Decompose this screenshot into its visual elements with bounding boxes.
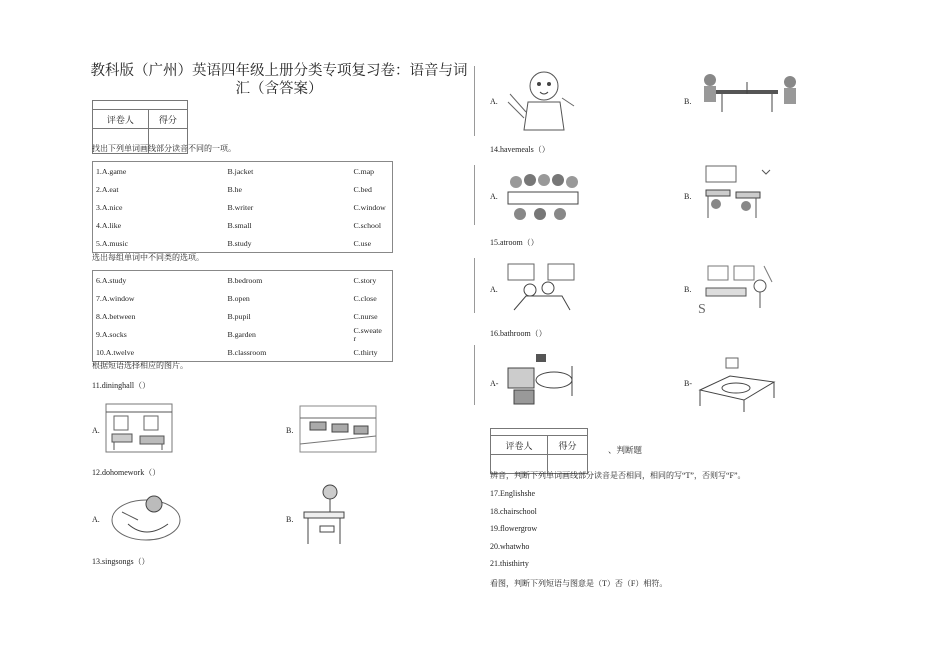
section1-instruction: 找出下列单词画线部分读音不同的一项。: [92, 144, 236, 153]
q16-picture-a: [502, 350, 582, 410]
table-cell: 4.A.like: [96, 220, 122, 230]
question-17: 17.Englishshe: [490, 489, 536, 498]
table-cell: C.bed: [353, 184, 372, 194]
table-cell: C.map: [353, 166, 375, 176]
section3-instruction: 根据短语选择相应的图片。: [92, 361, 188, 370]
question-12: 12.dohomework（）: [92, 468, 161, 477]
wrapped-text: r: [353, 333, 357, 343]
q13-picture-b: [694, 70, 802, 114]
question-20: 20.whatwho: [490, 542, 530, 551]
judge-section-title: 、判断题: [608, 445, 643, 455]
q14-option-b-label: B.: [684, 192, 692, 201]
q11-option-b-label: B.: [286, 426, 294, 435]
q12-option-a-label: A.: [92, 515, 100, 524]
table-cell: C.thirty: [353, 347, 378, 357]
table-cell: C.nurse: [353, 311, 378, 321]
score-2-header-score: 得分: [548, 436, 588, 455]
section2-instruction: 选出每组单词中不同类的选项。: [92, 253, 204, 262]
phonics-table: [92, 161, 393, 253]
q15-option-b-label: B.: [684, 285, 692, 294]
table-cell: 9.A.socks: [96, 329, 127, 339]
table-row: [93, 307, 393, 325]
q16-option-b-label: B-: [684, 379, 692, 388]
title-line-1: 教科版（广州）英语四年级上册分类专项复习卷：语音与词: [90, 63, 468, 79]
table-row: [93, 198, 393, 216]
table-cell: B.jacket: [227, 166, 254, 176]
q12-option-b-label: B.: [286, 515, 294, 524]
table-cell: B.pupil: [227, 311, 251, 321]
table-cell: 10.A.twelve: [96, 347, 135, 357]
q15-option-a-label: A.: [490, 285, 498, 294]
score-2-header-grader: 评卷人: [491, 436, 548, 455]
question-21: 21.thisthirty: [490, 559, 529, 568]
column-divider-mid: [474, 165, 475, 225]
column-divider-top: [474, 66, 475, 136]
table-cell: C.window: [353, 202, 386, 212]
table-cell: B.study: [227, 238, 252, 248]
table-cell: 8.A.between: [96, 311, 136, 321]
last-instruction: 看图，判断下列短语与图意是（T）否（F）相符。: [490, 579, 668, 588]
q13-picture-a: [504, 68, 578, 134]
q14-picture-b: [696, 162, 776, 222]
table-cell: 3.A.nice: [96, 202, 123, 212]
table-row: [93, 271, 393, 290]
q14-picture-a: [502, 168, 582, 224]
q12-picture-a: [108, 490, 184, 544]
q12-picture-b: [298, 482, 348, 548]
judge-instruction: 辨音，判断下列单词画线部分读音是否相同，相同的写“T”，否则写“F”。: [490, 471, 746, 480]
stray-letter: S: [698, 302, 706, 317]
table-cell: 1.A.game: [96, 166, 127, 176]
q11-picture-b: [298, 404, 378, 454]
q15-picture-a: [504, 260, 580, 314]
q13-option-a-label: A.: [490, 97, 498, 106]
question-18: 18.chairschool: [490, 507, 537, 516]
table-row: [93, 325, 393, 343]
table-cell: C.sweate r: [351, 325, 393, 343]
table-cell: C.story: [353, 275, 377, 285]
q14-option-a-label: A.: [490, 192, 498, 201]
table-row: [93, 162, 393, 181]
score-box-2: [490, 428, 588, 474]
table-row: [93, 289, 393, 307]
document-title: [90, 62, 468, 98]
question-15: 15.atroom（）: [490, 238, 539, 247]
table-row: [93, 180, 393, 198]
score-header-score: 得分: [148, 110, 187, 129]
table-cell: B.small: [227, 220, 252, 230]
table-row: [93, 216, 393, 234]
question-13: 13.singsongs（）: [92, 557, 150, 566]
table-cell: 2.A.eat: [96, 184, 119, 194]
q16-picture-b: [696, 354, 778, 414]
table-cell: C.school: [353, 220, 382, 230]
table-cell: B.classroom: [227, 347, 267, 357]
table-cell: B.bedroom: [227, 275, 263, 285]
table-cell: B.open: [227, 293, 250, 303]
table-cell: 6.A.study: [96, 275, 127, 285]
title-line-2: 汇（含答案）: [235, 81, 323, 97]
question-16: 16.bathroom（）: [490, 329, 547, 338]
table-cell: B.writer: [227, 202, 254, 212]
column-divider-bottom: [474, 345, 475, 405]
column-divider-lower: [474, 258, 475, 313]
q11-option-a-label: A.: [92, 426, 100, 435]
q15-picture-b: [700, 262, 776, 312]
table-cell: C.use: [353, 238, 372, 248]
question-19: 19.flowergrow: [490, 524, 538, 533]
score-header-grader: 评卷人: [93, 110, 149, 129]
q16-option-a-label: A-: [490, 379, 499, 388]
table-cell: C.close: [353, 293, 377, 303]
table-cell: B.he: [227, 184, 243, 194]
table-row: [93, 343, 393, 362]
table-cell: B.garden: [227, 329, 256, 339]
question-14: 14.havemeals（）: [490, 145, 550, 154]
category-table: [92, 270, 393, 362]
q13-option-b-label: B.: [684, 97, 692, 106]
table-row: [93, 234, 393, 253]
table-cell: 5.A.music: [96, 238, 129, 248]
table-cell: 7.A.window: [96, 293, 135, 303]
question-11: 11.dininghall（）: [92, 381, 151, 390]
q11-picture-a: [104, 402, 174, 454]
